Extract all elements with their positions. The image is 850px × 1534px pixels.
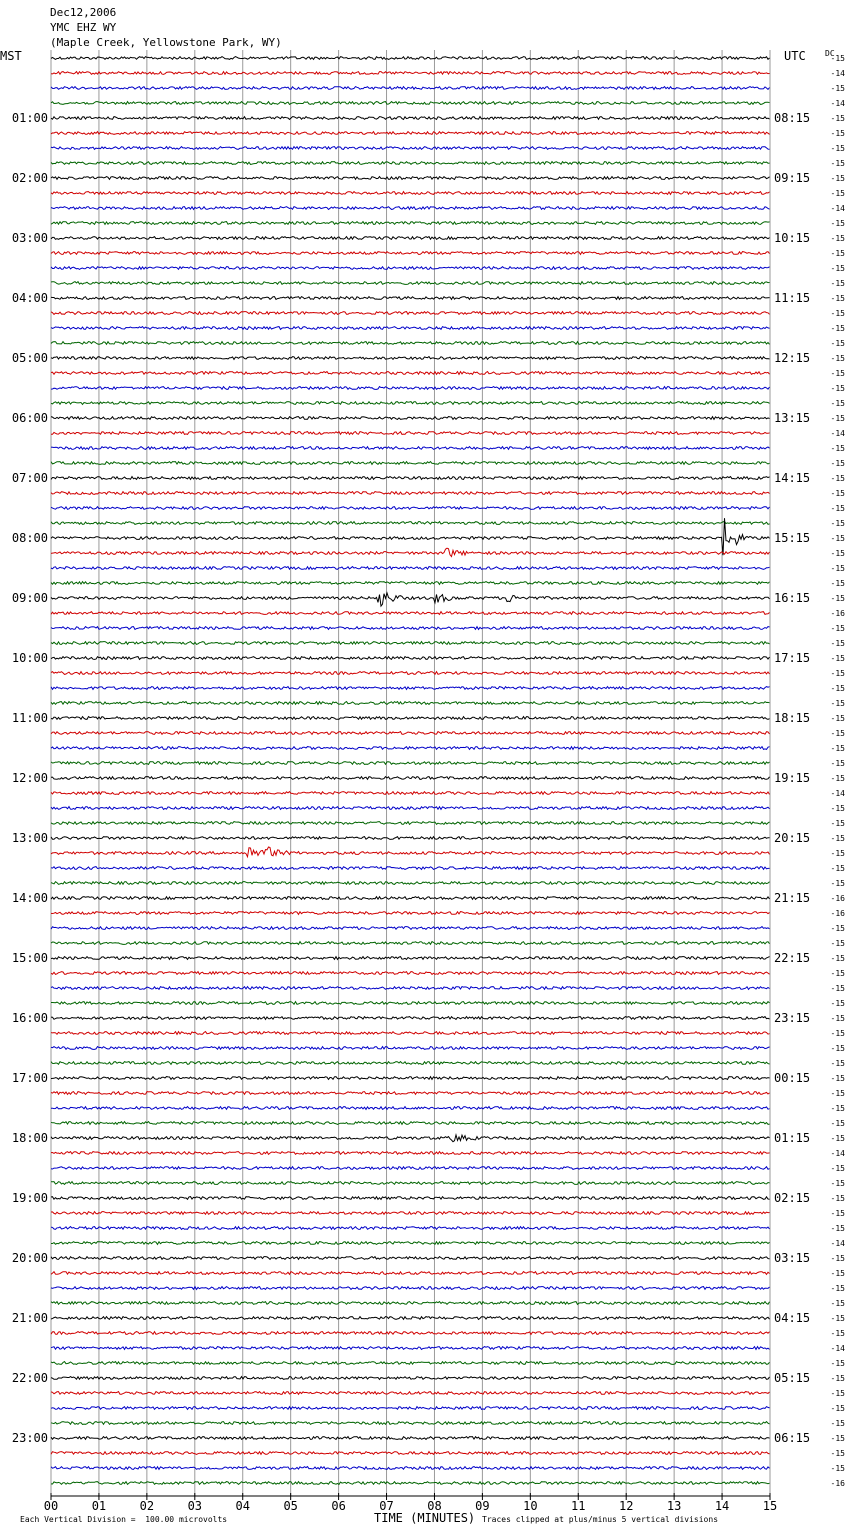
dc-offset-label: -15 bbox=[830, 369, 845, 378]
trace-row-68 bbox=[51, 1077, 770, 1080]
trace-row-91 bbox=[51, 1422, 770, 1425]
x-tick-label: 09 bbox=[475, 1499, 490, 1513]
dc-offset-label: -15 bbox=[830, 534, 845, 543]
trace-row-3 bbox=[51, 102, 770, 105]
dc-offset-label: -14 bbox=[830, 1344, 845, 1353]
trace-row-35 bbox=[51, 582, 770, 585]
dc-offset-label: -14 bbox=[830, 429, 845, 438]
dc-offset-label: -15 bbox=[830, 579, 845, 588]
trace-row-87 bbox=[51, 1362, 770, 1365]
trace-row-59 bbox=[51, 942, 770, 945]
right-hour-label: 13:15 bbox=[774, 411, 811, 425]
left-hour-label: 15:00 bbox=[11, 951, 48, 965]
trace-row-23 bbox=[51, 402, 770, 405]
trace-row-14 bbox=[51, 267, 770, 270]
dc-offset-label: -15 bbox=[830, 504, 845, 513]
dc-offset-label: -14 bbox=[830, 204, 845, 213]
dc-offset-label: -15 bbox=[830, 1419, 845, 1428]
dc-offset-label: -15 bbox=[830, 324, 845, 333]
dc-offset-label: -15 bbox=[830, 849, 845, 858]
trace-row-73 bbox=[51, 1152, 770, 1155]
dc-offset-label: -15 bbox=[830, 924, 845, 933]
right-hour-label: 09:15 bbox=[774, 171, 811, 185]
trace-row-24 bbox=[51, 417, 770, 420]
dc-offset-label: -15 bbox=[830, 519, 845, 528]
trace-row-25 bbox=[51, 432, 770, 435]
trace-row-29 bbox=[51, 492, 770, 495]
left-hour-label: 02:00 bbox=[11, 171, 48, 185]
trace-row-62 bbox=[51, 987, 770, 990]
trace-row-58 bbox=[51, 927, 770, 930]
dc-offset-label: -15 bbox=[830, 1299, 845, 1308]
left-hour-label: 19:00 bbox=[11, 1191, 48, 1205]
trace-row-37 bbox=[51, 612, 770, 615]
right-hour-label: 11:15 bbox=[774, 291, 811, 305]
x-tick-label: 12 bbox=[618, 1499, 634, 1513]
dc-offset-label: -15 bbox=[830, 1209, 845, 1218]
trace-row-70 bbox=[51, 1107, 770, 1110]
dc-offset-label: -15 bbox=[830, 774, 845, 783]
dc-offset-label: -15 bbox=[830, 54, 845, 63]
left-hour-label: 10:00 bbox=[11, 651, 48, 665]
dc-offset-label: -14 bbox=[830, 69, 845, 78]
trace-row-79 bbox=[51, 1242, 770, 1245]
dc-offset-label: -15 bbox=[830, 564, 845, 573]
left-hour-label: 22:00 bbox=[11, 1371, 48, 1385]
dc-offset-label: -15 bbox=[830, 594, 845, 603]
left-hour-label: 13:00 bbox=[11, 831, 48, 845]
dc-offset-label: -16 bbox=[830, 1479, 845, 1488]
left-hour-label: 16:00 bbox=[11, 1011, 48, 1025]
trace-row-30 bbox=[51, 507, 770, 510]
dc-offset-label: -15 bbox=[830, 1389, 845, 1398]
trace-row-72 bbox=[51, 1135, 770, 1142]
dc-offset-label: -15 bbox=[830, 999, 845, 1008]
dc-offset-label: -15 bbox=[830, 1464, 845, 1473]
dc-offset-label: -15 bbox=[830, 444, 845, 453]
trace-row-75 bbox=[51, 1182, 770, 1185]
right-hour-label: 20:15 bbox=[774, 831, 811, 845]
trace-row-27 bbox=[51, 462, 770, 465]
trace-row-9 bbox=[51, 192, 770, 195]
left-axis-label: MST bbox=[0, 49, 22, 63]
trace-row-43 bbox=[51, 702, 770, 705]
dc-offset-label: -15 bbox=[830, 549, 845, 558]
dc-offset-label: -15 bbox=[830, 654, 845, 663]
trace-row-48 bbox=[51, 777, 770, 780]
trace-row-38 bbox=[51, 627, 770, 630]
dc-offset-label: -15 bbox=[830, 684, 845, 693]
trace-row-78 bbox=[51, 1227, 770, 1230]
trace-row-52 bbox=[51, 837, 770, 840]
dc-offset-label: -15 bbox=[830, 864, 845, 873]
dc-offset-label: -15 bbox=[830, 744, 845, 753]
dc-offset-label: -14 bbox=[830, 1149, 845, 1158]
x-tick-label: 10 bbox=[523, 1499, 538, 1513]
x-tick-label: 00 bbox=[43, 1499, 59, 1513]
left-hour-label: 06:00 bbox=[11, 411, 48, 425]
trace-row-44 bbox=[51, 717, 770, 720]
trace-row-95 bbox=[51, 1482, 770, 1485]
x-tick-label: 14 bbox=[714, 1499, 730, 1513]
dc-offset-label: -15 bbox=[830, 339, 845, 348]
dc-offset-label: -15 bbox=[830, 1164, 845, 1173]
dc-offset-label: -15 bbox=[830, 1119, 845, 1128]
trace-row-61 bbox=[51, 972, 770, 975]
x-tick-label: 13 bbox=[666, 1499, 682, 1513]
dc-offset-label: -15 bbox=[830, 84, 845, 93]
trace-layer bbox=[51, 57, 770, 1485]
dc-offset-label: -15 bbox=[830, 1359, 845, 1368]
dc-offset-label: -15 bbox=[830, 459, 845, 468]
dc-offset-label: -15 bbox=[830, 114, 845, 123]
dc-offset-label: -15 bbox=[830, 969, 845, 978]
dc-offset-label: -15 bbox=[830, 1179, 845, 1188]
dc-offset-label: -15 bbox=[830, 384, 845, 393]
dc-offset-label: -15 bbox=[830, 414, 845, 423]
dc-offset-label: -15 bbox=[830, 1104, 845, 1113]
dc-offset-label: -15 bbox=[830, 1329, 845, 1338]
dc-offset-label: -15 bbox=[830, 1074, 845, 1083]
x-tick-label: 07 bbox=[379, 1499, 394, 1513]
trace-row-93 bbox=[51, 1452, 770, 1455]
right-hour-label: 06:15 bbox=[774, 1431, 811, 1445]
trace-row-26 bbox=[51, 447, 770, 450]
dc-offset-label: -15 bbox=[830, 1404, 845, 1413]
trace-row-56 bbox=[51, 897, 770, 900]
dc-label: DC bbox=[825, 49, 835, 58]
location-label: (Maple Creek, Yellowstone Park, WY) bbox=[50, 36, 282, 49]
trace-row-94 bbox=[51, 1467, 770, 1470]
dc-offset-label: -15 bbox=[830, 759, 845, 768]
dc-offset-label: -14 bbox=[830, 1239, 845, 1248]
dc-offset-label: -15 bbox=[830, 1044, 845, 1053]
dc-offset-label: -14 bbox=[830, 789, 845, 798]
dc-offset-label: -15 bbox=[830, 699, 845, 708]
trace-row-46 bbox=[51, 747, 770, 750]
right-hour-label: 04:15 bbox=[774, 1311, 811, 1325]
trace-row-67 bbox=[51, 1062, 770, 1065]
dc-offset-label: -15 bbox=[830, 939, 845, 948]
dc-offset-label: -15 bbox=[830, 1014, 845, 1023]
trace-row-5 bbox=[51, 132, 770, 135]
left-hour-label: 07:00 bbox=[11, 471, 48, 485]
left-hour-label: 20:00 bbox=[11, 1251, 48, 1265]
dc-offset-label: -15 bbox=[830, 1224, 845, 1233]
trace-row-64 bbox=[51, 1017, 770, 1020]
trace-row-66 bbox=[51, 1047, 770, 1050]
trace-row-71 bbox=[51, 1122, 770, 1125]
x-tick-label: 08 bbox=[427, 1499, 442, 1513]
right-hour-label: 18:15 bbox=[774, 711, 811, 725]
trace-row-41 bbox=[51, 672, 770, 675]
dc-offset-label: -15 bbox=[830, 984, 845, 993]
trace-row-1 bbox=[51, 72, 770, 75]
trace-row-69 bbox=[51, 1092, 770, 1095]
trace-row-77 bbox=[51, 1212, 770, 1215]
dc-offset-label: -15 bbox=[830, 294, 845, 303]
dc-offset-label: -15 bbox=[830, 729, 845, 738]
dc-offset-label: -15 bbox=[830, 819, 845, 828]
trace-row-74 bbox=[51, 1167, 770, 1170]
trace-row-60 bbox=[51, 957, 770, 960]
right-hour-label: 02:15 bbox=[774, 1191, 811, 1205]
dc-offset-label: -15 bbox=[830, 1134, 845, 1143]
trace-row-11 bbox=[51, 222, 770, 225]
trace-row-4 bbox=[51, 117, 770, 120]
left-hour-label: 08:00 bbox=[11, 531, 48, 545]
trace-row-81 bbox=[51, 1272, 770, 1275]
dc-offset-label: -15 bbox=[830, 879, 845, 888]
right-hour-label: 01:15 bbox=[774, 1131, 811, 1145]
dc-offset-label: -15 bbox=[830, 174, 845, 183]
trace-row-53 bbox=[51, 847, 770, 857]
trace-row-63 bbox=[51, 1002, 770, 1005]
right-axis-label: UTC bbox=[784, 49, 806, 63]
dc-offset-label: -15 bbox=[830, 354, 845, 363]
dc-offset-label: -15 bbox=[830, 1449, 845, 1458]
right-hour-label: 17:15 bbox=[774, 651, 811, 665]
trace-row-2 bbox=[51, 87, 770, 90]
trace-row-7 bbox=[51, 162, 770, 165]
trace-row-22 bbox=[51, 387, 770, 390]
dc-offset-label: -15 bbox=[830, 399, 845, 408]
trace-row-20 bbox=[51, 357, 770, 360]
dc-offset-label: -15 bbox=[830, 1194, 845, 1203]
trace-row-8 bbox=[51, 177, 770, 180]
trace-row-18 bbox=[51, 327, 770, 330]
division-note: Each Vertical Division = 100.00 microvolts bbox=[20, 1515, 228, 1524]
dc-offset-label: -15 bbox=[830, 144, 845, 153]
dc-offset-label: -15 bbox=[830, 189, 845, 198]
trace-row-19 bbox=[51, 342, 770, 345]
trace-row-31 bbox=[51, 522, 770, 525]
left-hour-label: 23:00 bbox=[11, 1431, 48, 1445]
right-hour-label: 10:15 bbox=[774, 231, 811, 245]
left-hour-label: 12:00 bbox=[11, 771, 48, 785]
dc-offset-label: -16 bbox=[830, 894, 845, 903]
dc-offset-label: -15 bbox=[830, 1434, 845, 1443]
right-hour-label: 16:15 bbox=[774, 591, 811, 605]
trace-row-80 bbox=[51, 1257, 770, 1260]
right-hour-label: 19:15 bbox=[774, 771, 811, 785]
dc-offset-label: -15 bbox=[830, 1089, 845, 1098]
trace-row-85 bbox=[51, 1332, 770, 1335]
trace-row-6 bbox=[51, 147, 770, 150]
x-tick-label: 05 bbox=[283, 1499, 298, 1513]
trace-row-57 bbox=[51, 912, 770, 915]
trace-row-51 bbox=[51, 822, 770, 825]
right-hour-label: 00:15 bbox=[774, 1071, 811, 1085]
left-hour-label: 14:00 bbox=[11, 891, 48, 905]
dc-offset-label: -15 bbox=[830, 474, 845, 483]
trace-row-33 bbox=[51, 548, 770, 556]
left-hour-label: 17:00 bbox=[11, 1071, 48, 1085]
dc-offset-label: -15 bbox=[830, 1059, 845, 1068]
left-hour-label: 11:00 bbox=[11, 711, 48, 725]
dc-offset-label: -15 bbox=[830, 129, 845, 138]
dc-offset-label: -15 bbox=[830, 714, 845, 723]
trace-row-12 bbox=[51, 237, 770, 240]
right-hour-label: 22:15 bbox=[774, 951, 811, 965]
trace-row-49 bbox=[51, 792, 770, 795]
trace-row-84 bbox=[51, 1317, 770, 1320]
trace-row-28 bbox=[51, 477, 770, 480]
dc-offset-label: -15 bbox=[830, 624, 845, 633]
dc-offset-label: -15 bbox=[830, 264, 845, 273]
right-hour-label: 23:15 bbox=[774, 1011, 811, 1025]
trace-row-39 bbox=[51, 642, 770, 645]
trace-row-36 bbox=[51, 593, 770, 606]
right-hour-label: 21:15 bbox=[774, 891, 811, 905]
x-tick-label: 11 bbox=[571, 1499, 586, 1513]
dc-offset-label: -15 bbox=[830, 159, 845, 168]
dc-offset-label: -15 bbox=[830, 954, 845, 963]
left-hour-label: 01:00 bbox=[11, 111, 48, 125]
label-layer bbox=[12, 54, 845, 1513]
trace-row-13 bbox=[51, 252, 770, 255]
left-hour-label: 09:00 bbox=[11, 591, 48, 605]
dc-offset-label: -16 bbox=[830, 609, 845, 618]
left-hour-label: 03:00 bbox=[11, 231, 48, 245]
trace-row-34 bbox=[51, 567, 770, 570]
trace-row-50 bbox=[51, 807, 770, 810]
right-hour-label: 03:15 bbox=[774, 1251, 811, 1265]
dc-offset-label: -15 bbox=[830, 1374, 845, 1383]
dc-offset-label: -15 bbox=[830, 279, 845, 288]
right-hour-label: 08:15 bbox=[774, 111, 811, 125]
trace-row-88 bbox=[51, 1377, 770, 1380]
trace-row-76 bbox=[51, 1197, 770, 1200]
left-hour-label: 21:00 bbox=[11, 1311, 48, 1325]
trace-row-17 bbox=[51, 312, 770, 315]
right-hour-label: 15:15 bbox=[774, 531, 811, 545]
trace-row-21 bbox=[51, 372, 770, 375]
dc-offset-label: -15 bbox=[830, 639, 845, 648]
clip-note: Traces clipped at plus/minus 5 vertical divisions bbox=[482, 1515, 719, 1524]
x-tick-label: 03 bbox=[187, 1499, 203, 1513]
date-label: Dec12,2006 bbox=[50, 6, 117, 19]
trace-row-83 bbox=[51, 1302, 770, 1305]
x-tick-label: 15 bbox=[762, 1499, 778, 1513]
dc-offset-label: -15 bbox=[830, 309, 845, 318]
trace-row-47 bbox=[51, 762, 770, 765]
trace-row-42 bbox=[51, 687, 770, 690]
left-hour-label: 04:00 bbox=[11, 291, 48, 305]
dc-offset-label: -14 bbox=[830, 99, 845, 108]
right-hour-label: 12:15 bbox=[774, 351, 811, 365]
trace-row-45 bbox=[51, 732, 770, 735]
right-hour-label: 14:15 bbox=[774, 471, 811, 485]
trace-row-90 bbox=[51, 1407, 770, 1410]
trace-row-16 bbox=[51, 297, 770, 300]
dc-offset-label: -15 bbox=[830, 219, 845, 228]
dc-offset-label: -15 bbox=[830, 1254, 845, 1263]
dc-offset-label: -15 bbox=[830, 1314, 845, 1323]
trace-row-10 bbox=[51, 207, 770, 210]
trace-row-82 bbox=[51, 1287, 770, 1290]
dc-offset-label: -16 bbox=[830, 909, 845, 918]
dc-offset-label: -15 bbox=[830, 1284, 845, 1293]
dc-offset-label: -15 bbox=[830, 804, 845, 813]
right-hour-label: 05:15 bbox=[774, 1371, 811, 1385]
trace-row-89 bbox=[51, 1392, 770, 1395]
station-label: YMC EHZ WY bbox=[50, 21, 117, 34]
dc-offset-label: -15 bbox=[830, 1029, 845, 1038]
dc-offset-label: -15 bbox=[830, 1269, 845, 1278]
dc-offset-label: -15 bbox=[830, 669, 845, 678]
trace-row-65 bbox=[51, 1032, 770, 1035]
trace-row-92 bbox=[51, 1437, 770, 1440]
trace-row-54 bbox=[51, 867, 770, 870]
trace-row-86 bbox=[51, 1347, 770, 1350]
left-hour-label: 05:00 bbox=[11, 351, 48, 365]
x-axis-label: TIME (MINUTES) bbox=[374, 1511, 476, 1525]
trace-row-0 bbox=[51, 57, 770, 60]
x-tick-label: 02 bbox=[139, 1499, 155, 1513]
trace-row-40 bbox=[51, 657, 770, 660]
left-hour-label: 18:00 bbox=[11, 1131, 48, 1145]
dc-offset-label: -15 bbox=[830, 249, 845, 258]
x-tick-label: 06 bbox=[331, 1499, 346, 1513]
dc-offset-label: -15 bbox=[830, 834, 845, 843]
trace-row-15 bbox=[51, 282, 770, 285]
x-tick-label: 04 bbox=[235, 1499, 250, 1513]
x-tick-label: 01 bbox=[91, 1499, 107, 1513]
dc-offset-label: -15 bbox=[830, 234, 845, 243]
trace-row-55 bbox=[51, 882, 770, 885]
dc-offset-label: -15 bbox=[830, 489, 845, 498]
